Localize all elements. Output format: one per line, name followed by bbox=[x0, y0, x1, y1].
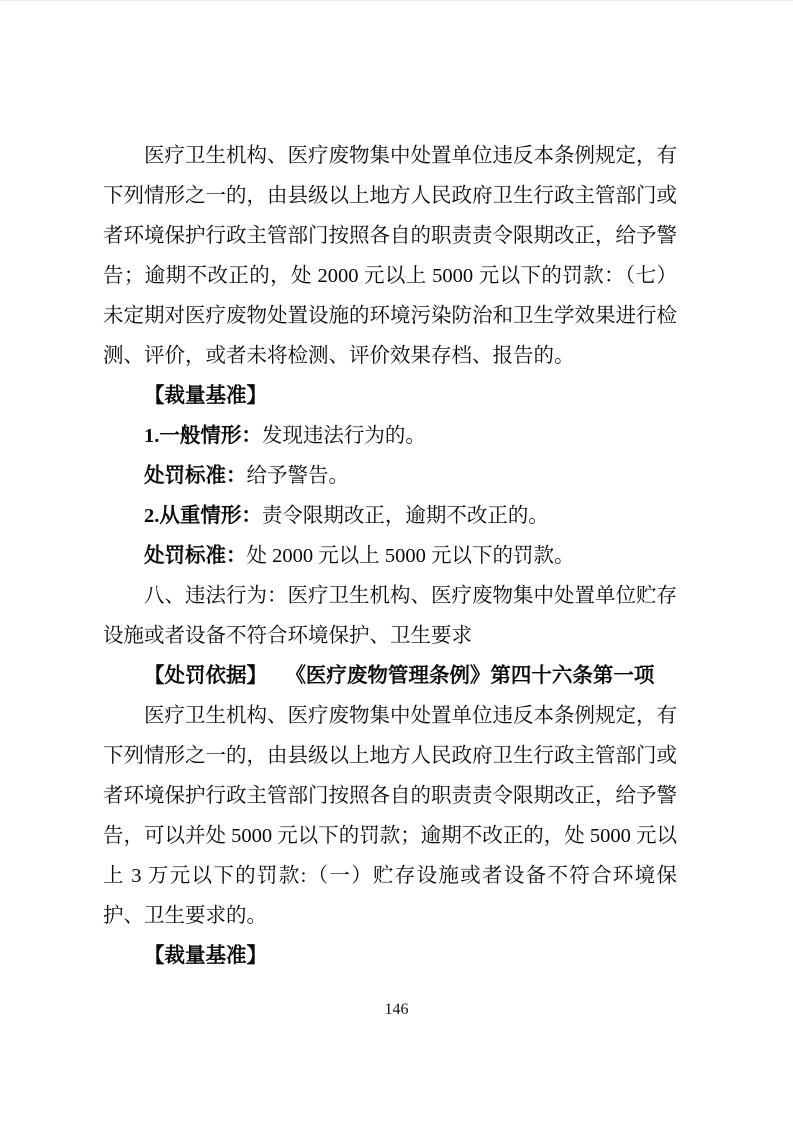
heading-penalty-basis bbox=[103, 656, 677, 696]
discretion-item-text: 发现违法行为的。 bbox=[261, 425, 426, 447]
paragraph-violation-item8: 八、违法行为：医疗卫生机构、医疗废物集中处置单位贮存设施或者设备不符合环境保护、卫生要求 bbox=[103, 585, 677, 647]
discretion-item-aggravated bbox=[103, 496, 677, 536]
discretion-item-label: 处罚标准： bbox=[144, 545, 247, 567]
discretion-item-penalty-standard-1 bbox=[103, 456, 677, 496]
paragraph-penalty-clause-item1: 医疗卫生机构、医疗废物集中处置单位违反本条例规定，有下列情形之一的，由县级以上地方人民政府卫生行政主管部门或者环境保护行政主管部门按照各自的职责责令限期改正，给予警告，可以并处 5000 元以下的罚款；逾期不改正的，处 5000 元以上 3 万元以下的罚款:（一）贮存设施或者设备不符合环境保护、卫生要求的。 bbox=[103, 705, 677, 927]
discretion-item-text: 处 2000 元以上 5000 元以下的罚款。 bbox=[246, 545, 575, 567]
discretion-item-general bbox=[103, 416, 677, 456]
discretion-item-label: 处罚标准： bbox=[144, 465, 247, 487]
discretion-item-label: 2.从重情形： bbox=[144, 505, 262, 527]
discretion-item-text: 给予警告。 bbox=[246, 465, 349, 487]
penalty-basis-source: 《医疗废物管理条例》第四十六条第一项 bbox=[295, 665, 655, 687]
heading-discretion-basis-1: 【裁量基准】 bbox=[144, 385, 267, 407]
heading-discretion-basis-2: 【裁量基准】 bbox=[144, 945, 267, 967]
discretion-item-text: 责令限期改正，逾期不改正的。 bbox=[261, 505, 549, 527]
page-number: 146 bbox=[384, 1001, 409, 1018]
penalty-basis-bracket: 【处罚依据】 bbox=[144, 665, 267, 687]
document-body bbox=[103, 136, 677, 976]
paragraph-penalty-clause-item7: 医疗卫生机构、医疗废物集中处置单位违反本条例规定，有下列情形之一的，由县级以上地方人民政府卫生行政主管部门或者环境保护行政主管部门按照各自的职责责令限期改正，给予警告；逾期不改正的，处 2000 元以上 5000 元以下的罚款：（七）未定期对医疗废物处置设施的环境污染防治和卫生学效果进行检测、评价，或者未将检测、评价效果存档、报告的。 bbox=[103, 145, 677, 367]
discretion-item-penalty-standard-2 bbox=[103, 536, 677, 576]
discretion-item-label: 1.一般情形： bbox=[144, 425, 262, 447]
